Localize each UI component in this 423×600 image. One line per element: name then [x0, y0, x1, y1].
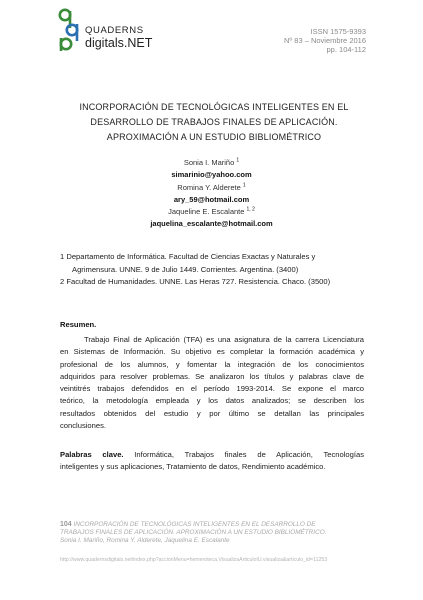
- author-email[interactable]: ary_59@hotmail.com: [173, 194, 250, 204]
- abstract-line: teórico, la metodología empleada y los datos analizados; se describen los: [60, 396, 364, 406]
- title-line: DESARROLLO DE TRABAJOS FINALES DE APLICACIÓN.: [90, 117, 338, 127]
- author-email[interactable]: jaquelina_escalante@hotmail.com: [150, 219, 273, 229]
- title-line: INCORPORACIÓN DE TECNOLÓGICAS INTELIGENTES EN EL: [79, 102, 349, 112]
- abstract-body: [60, 334, 364, 432]
- author-name: Sonia I. Mariño $^1$: [183, 157, 240, 167]
- abstract-line: profesional de los alumnos, y fomentar la integración de los conocimientos: [60, 359, 364, 369]
- keywords-line: inteligentes y sus aplicaciones, Tratamiento de datos, Rendimiento académico.: [60, 462, 326, 472]
- pages-text: pp. 104-112: [326, 45, 366, 54]
- abstract-heading: Resumen.: [60, 320, 97, 329]
- abstract-line: en Sistemas de Información. Su objetivo es completar la formación académica y: [60, 347, 364, 357]
- affiliation-line: 2 Facultad de Humanidades. UNNE. Las Heras 727. Resistencia. Chaco. (3500): [60, 277, 331, 286]
- keywords-line: [60, 449, 364, 461]
- issn-text: ISSN 1575-9393: [310, 27, 366, 36]
- page-number: 104: [60, 521, 72, 528]
- abstract-line: conclusiones.: [60, 421, 107, 431]
- abstract-line: resultados obtenidos del estudio y por último se detallan las principales: [60, 408, 364, 418]
- keywords: [60, 449, 364, 474]
- quaderns-logo-mark-icon: [58, 8, 82, 52]
- logo-wordmark-bottom: digitals.NET: [85, 36, 153, 50]
- footer-title-line: TRABAJOS FINALES DE APLICACIÓN. APROXIMACIÓN A UN ESTUDIO BIBLIOMÉTRICO.: [60, 529, 327, 536]
- article-title: [74, 100, 354, 145]
- keywords-heading: Palabras clave.: [60, 450, 124, 459]
- footer-url-link[interactable]: http://www.quadernsdigitals.net/index.php?accionMenu=hemeroteca.VisualizaArticuloIU.visualiza&articulo_id=11253: [60, 557, 328, 563]
- title-line: APROXIMACIÓN A UN ESTUDIO BIBLIOMÉTRICO: [106, 132, 322, 142]
- footer-title-line: [60, 521, 368, 529]
- author-email[interactable]: simarinio@yahoo.com: [171, 170, 252, 180]
- abstract-line: adquiridos para resolver problemas. Se analizaron los títulos y palabras clave de: [60, 371, 364, 381]
- affiliation-ref: 1: [242, 182, 246, 189]
- author-name: Romina Y. Alderete $^1$: [177, 182, 246, 192]
- issue-text: Nº 83 – Noviembre 2016: [284, 36, 366, 45]
- footer-authors: Sonia I. Mariño, Romina Y. Alderete, Jaquelina E. Escalante: [60, 537, 230, 544]
- page-footer: [60, 521, 368, 545]
- affiliations: [60, 251, 370, 289]
- quaderns-logo: [58, 8, 158, 52]
- abstract-line: veintitrés trabajos defendidos en el período 1993-2014. Se expone el marco: [60, 384, 364, 394]
- affiliation-line: Agrimensura. UNNE. 9 de Julio 1449. Corrientes. Argentina. (3400): [72, 264, 299, 274]
- logo-wordmark-top: QUADERNS: [85, 25, 144, 36]
- author-list: [0, 157, 423, 231]
- affiliation-ref: 1, 2: [246, 206, 255, 213]
- affiliation-line: 1 Departamento de Informática. Facultad de Ciencias Exactas y Naturales y: [60, 252, 316, 261]
- author-name: Jaqueline E. Escalante $^{1, 2}$: [168, 206, 255, 217]
- issue-meta: [284, 27, 366, 54]
- affiliation-ref: 1: [236, 157, 240, 164]
- abstract-line: Trabajo Final de Aplicación (TFA) es una asignatura de la carrera Licenciatura: [84, 335, 364, 344]
- keywords-text: Informática, Trabajos finales de Aplicación, Tecnologías: [123, 450, 365, 459]
- footer-text: INCORPORACIÓN DE TECNOLÓGICAS INTELIGENTES EN EL DESARROLLO DE: [71, 521, 316, 528]
